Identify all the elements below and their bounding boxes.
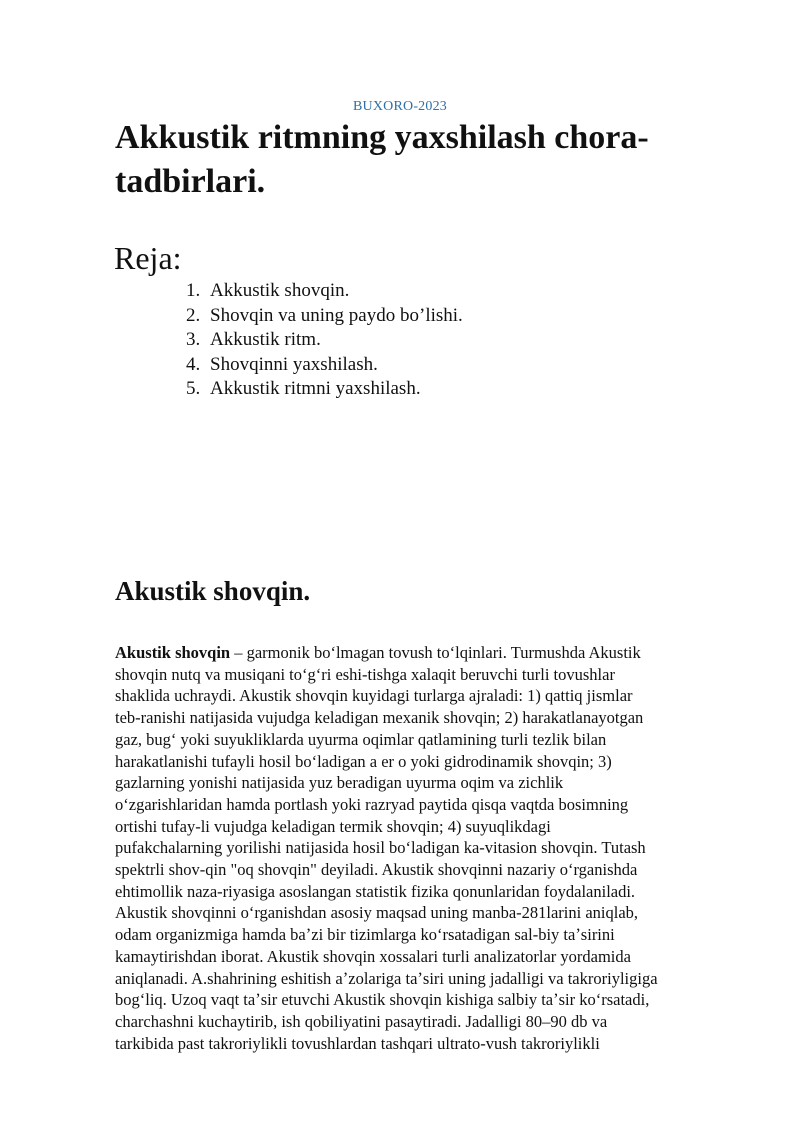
body-line: bogʻliq. Uzoq vaqt taʼsir etuvchi Akustik shovqin kishiga salbiy taʼsir koʻrsatadi, — [115, 990, 650, 1010]
body-line: odam organizmiga hamda baʼzi bir tizimlarga koʻrsatadigan sal-biy taʼsirini — [115, 925, 615, 945]
plan-item-text: Shovqin va uning paydo bo’lishi. — [210, 304, 463, 326]
body-line: Akustik shovqinni oʻrganishdan asosiy maqsad uning manba-281larini aniqlab, — [115, 903, 639, 923]
plan-item-text: Shovqinni yaxshilash. — [210, 353, 378, 375]
plan-item — [186, 279, 463, 304]
body-line: shovqin nutq va musiqani toʻgʻri eshi-tishga xalaqit beruvchi turli tovushlar — [115, 664, 615, 684]
plan-item — [186, 353, 463, 378]
document-title: Akkustik ritmning yaxshilash chora-tadbirlari. — [115, 119, 649, 200]
body-line: teb-ranishi natijasida vujudga keladigan mexanik shovqin; 2) harakatlanayotgan — [115, 708, 644, 728]
plan-item-number: 3. — [186, 329, 201, 350]
plan-item-text: Akkustik ritm. — [210, 329, 321, 350]
plan-item — [186, 328, 463, 353]
body-line — [115, 642, 723, 664]
plan-item-text: Akkustik shovqin. — [210, 280, 350, 301]
body-line: harakatlanishi tufayli hosil boʻladigan a er o yoki gidrodinamik shovqin; 3) — [115, 751, 612, 771]
body-line: ortishi tufay-li vujudga keladigan termik shovqin; 4) suyuqlikdagi — [115, 816, 551, 836]
plan-list — [186, 279, 463, 402]
section-body — [115, 642, 723, 1054]
section-heading: Akustik shovqin. — [115, 576, 311, 606]
plan-item — [186, 377, 463, 402]
plan-item-number: 5. — [186, 378, 201, 399]
plan-item-number: 4. — [186, 353, 201, 375]
plan-item-text: Akkustik ritmni yaxshilash. — [210, 378, 421, 399]
plan-item — [186, 304, 463, 329]
body-line: gaz, bugʻ yoki suyukliklarda uyurma oqimlar qatlamining turli tezlik bilan — [115, 729, 607, 749]
body-term: Akustik shovqin — [115, 643, 231, 662]
body-line: aniqlanadi. A.shahrining eshitish aʼzolariga taʼsiri uning jadalligi va takroriyligiga — [115, 968, 658, 988]
plan-item-number: 1. — [186, 280, 201, 301]
body-line: tarkibida past takroriylikli tovushlardan tashqari ultrato-vush takroriylikli — [115, 1033, 600, 1053]
body-line-text: – garmonik boʻlmagan tovush toʻlqinlari. Turmushda Akustik — [230, 643, 641, 662]
plan-item-number: 2. — [186, 304, 201, 326]
body-line: shaklida uchraydi. Akustik shovqin kuyidagi turlarga ajraladi: 1) qattiq jismlar — [115, 686, 633, 706]
body-line: pufakchalarning yorilishi natijasida hosil boʻladigan ka-vitasion shovqin. Tutash — [115, 838, 646, 858]
body-line: ehtimollik naza-riyasiga asoslangan statistik fizika qonunlaridan foydalaniladi. — [115, 881, 636, 901]
city-year-caption: BUXORO-2023 — [353, 99, 447, 114]
body-line: oʻzgarishlaridan hamda portlash yoki razryad paytida qisqa vaqtda bosimning — [115, 794, 629, 814]
body-line: spektrli shov-qin "oq shovqin" deyiladi. Akustik shovqinni nazariy oʻrganishda — [115, 860, 638, 880]
body-line: kamaytirishdan iborat. Akustik shovqin xossalari turli analizatorlar yordamida — [115, 946, 631, 966]
body-line: charchashni kuchaytirib, ish qobiliyatini pasaytiradi. Jadalligi 80–90 db va — [115, 1011, 608, 1031]
body-line: gazlarning yonishi natijasida yuz beradigan uyurma oqim va zichlik — [115, 773, 564, 793]
plan-heading: Reja: — [114, 240, 182, 276]
